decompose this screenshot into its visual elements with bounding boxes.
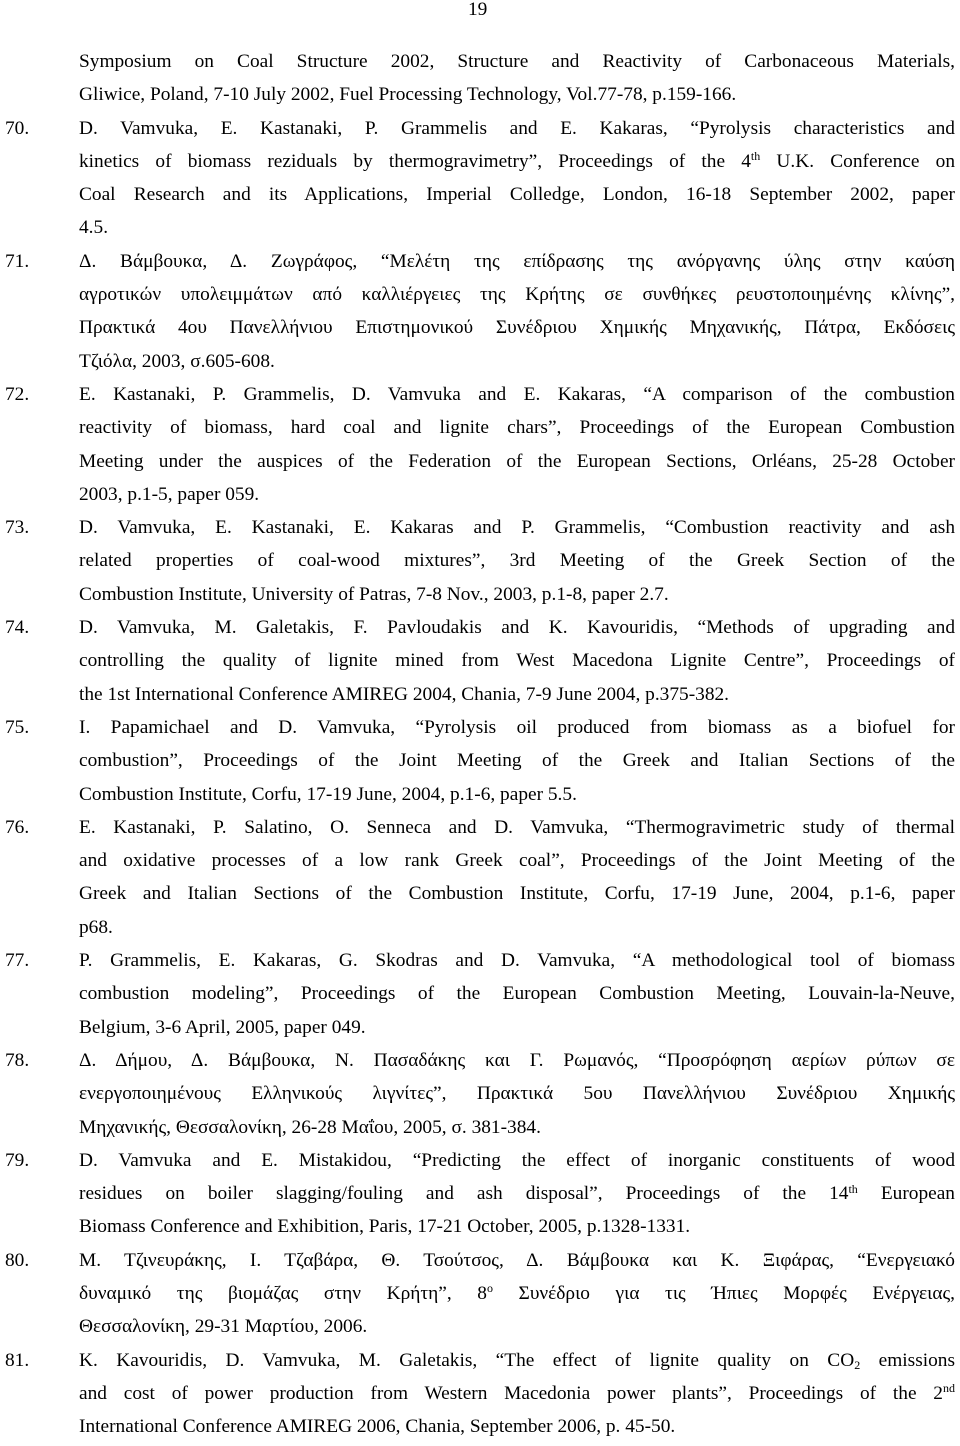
reference-line: Combustion Institute, University of Patras, 7-8 Nov., 2003, p.1-8, paper 2.7. — [79, 583, 669, 605]
reference-list — [0, 45, 960, 1443]
reference-70 — [0, 112, 960, 245]
text-segment: emissions — [860, 1349, 955, 1371]
reference-number: 76. — [5, 816, 30, 838]
reference-line: Τζιόλα, 2003, σ.605-608. — [79, 350, 275, 372]
page-number: 19 — [468, 0, 488, 20]
reference-line: p68. — [79, 916, 113, 938]
reference-line: Belgium, 3-6 April, 2005, paper 049. — [79, 1016, 366, 1038]
reference-line: Μηχανικής, Θεσσαλονίκη, 26-28 Μαΐου, 2005, σ. 381-384. — [79, 1116, 541, 1138]
reference-line: the 1st International Conference AMIREG 2004, Chania, 7-9 June 2004, p.375-382. — [79, 683, 730, 705]
text-segment: δυναμικό της βιομάζας στην Κρήτη”, 8 — [79, 1282, 487, 1304]
reference-80 — [0, 1244, 960, 1344]
reference-74 — [0, 611, 960, 711]
reference-line: 4.5. — [79, 217, 109, 239]
reference-78 — [0, 1044, 960, 1144]
reference-79 — [0, 1144, 960, 1244]
reference-number: 71. — [5, 250, 30, 272]
reference-line: controlling the quality of lignite mined from West Macedona Lignite Centre”, Proceedings of — [79, 650, 955, 672]
reference-number: 70. — [5, 117, 30, 139]
reference-number: 78. — [5, 1049, 30, 1071]
reference-line: Coal Research and its Applications, Imperial Colledge, London, 16-18 September 2002, paper — [79, 184, 955, 206]
reference-line: D. Vamvuka, E. Kastanaki, E. Kakaras and P. Grammelis, “Combustion reactivity and ash — [79, 517, 955, 539]
reference-71 — [0, 245, 960, 378]
reference-75 — [0, 711, 960, 811]
reference-line: E. Kastanaki, P. Grammelis, D. Vamvuka and E. Kakaras, “A comparison of the combustion — [79, 383, 955, 405]
text-segment: U.K. Conference on — [760, 150, 955, 172]
reference-77 — [0, 944, 960, 1044]
reference-line: Biomass Conference and Exhibition, Paris, 17-21 October, 2005, p.1328-1331. — [79, 1216, 691, 1238]
superscript-text: nd — [943, 1381, 955, 1396]
reference-number: 72. — [5, 383, 30, 405]
reference-line: Μ. Τζινευράκης, Ι. Τζαβάρα, Θ. Τσούτσος, Δ. Βάμβουκα και Κ. Ξιφάρας, “Ενεργειακό — [79, 1249, 955, 1271]
text-segment: European — [857, 1183, 955, 1205]
reference-line: International Conference AMIREG 2006, Chania, September 2006, p. 45-50. — [79, 1416, 676, 1438]
reference-number: 81. — [5, 1349, 30, 1371]
reference-line: Combustion Institute, Corfu, 17-19 June, 2004, p.1-6, paper 5.5. — [79, 783, 577, 805]
superscript-text: th — [848, 1181, 858, 1196]
reference-number: 75. — [5, 716, 30, 738]
reference-line: Θεσσαλονίκη, 29-31 Μαρτίου, 2006. — [79, 1316, 368, 1338]
reference-line: 2003, p.1-5, paper 059. — [79, 483, 260, 505]
reference-line: D. Vamvuka, E. Kastanaki, P. Grammelis and E. Kakaras, “Pyrolysis characteristics and — [79, 117, 955, 139]
text-segment: and cost of power production from Western Macedonia power plants”, Proceedings of the 2 — [79, 1382, 943, 1404]
text-segment: Συνέδριο για τις Ήπιες Μορφές Ενέργειας, — [492, 1282, 955, 1304]
reference-line: Greek and Italian Sections of the Combustion Institute, Corfu, 17-19 June, 2004, p.1-6, paper — [79, 883, 955, 905]
reference-line: D. Vamvuka, M. Galetakis, F. Pavloudakis and K. Kavouridis, “Methods of upgrading and — [79, 617, 955, 639]
reference-line — [79, 1277, 955, 1310]
reference-line: related properties of coal-wood mixtures”, 3rd Meeting of the Greek Section of the — [79, 550, 955, 572]
reference-line: reactivity of biomass, hard coal and lignite chars”, Proceedings of the European Combustion — [79, 417, 955, 439]
reference-line: and oxidative processes of a low rank Greek coal”, Proceedings of the Joint Meeting of the — [79, 850, 955, 872]
subscript-text: 2 — [854, 1357, 861, 1372]
reference-72 — [0, 378, 960, 511]
reference-line — [79, 1377, 955, 1410]
superscript-text: ο — [486, 1281, 493, 1296]
text-segment: K. Kavouridis, D. Vamvuka, M. Galetakis, “The effect of lignite quality on CO — [79, 1349, 855, 1371]
reference-76 — [0, 811, 960, 944]
reference-81 — [0, 1344, 960, 1444]
reference-line: P. Grammelis, E. Kakaras, G. Skodras and D. Vamvuka, “A methodological tool of biomass — [79, 950, 955, 972]
reference-line: Gliwice, Poland, 7-10 July 2002, Fuel Processing Technology, Vol.77-78, p.159-166. — [79, 84, 737, 106]
reference-line — [79, 1344, 955, 1377]
reference-line: Δ. Δήμου, Δ. Βάμβουκα, Ν. Πασαδάκης και Γ. Ρωμανός, “Προσρόφηση αερίων ρύπων σε — [79, 1049, 955, 1071]
reference-line: I. Papamichael and D. Vamvuka, “Pyrolysis oil produced from biomass as a biofuel for — [79, 716, 955, 738]
reference-line: combustion modeling”, Proceedings of the European Combustion Meeting, Louvain-la-Neuve, — [79, 983, 955, 1005]
reference-continuation — [0, 45, 960, 112]
reference-number: 73. — [5, 517, 30, 539]
reference-line: combustion”, Proceedings of the Joint Meeting of the Greek and Italian Sections of the — [79, 750, 955, 772]
reference-number: 79. — [5, 1149, 30, 1171]
reference-line — [79, 145, 955, 178]
reference-line: E. Kastanaki, P. Salatino, O. Senneca and D. Vamvuka, “Thermogravimetric study of thermal — [79, 816, 955, 838]
reference-line — [79, 1177, 955, 1210]
reference-73 — [0, 511, 960, 611]
text-segment: kinetics of biomass reziduals by thermogravimetry”, Proceedings of the 4 — [79, 150, 751, 172]
reference-number: 77. — [5, 950, 30, 972]
reference-line: Πρακτικά 4ου Πανελλήνιου Επιστημονικού Συνέδριου Χημικής Μηχανικής, Πάτρα, Εκδόσεις — [79, 317, 955, 339]
superscript-text: th — [750, 149, 761, 164]
reference-line: Meeting under the auspices of the Federation of the European Sections, Orléans, 25-28 October — [79, 450, 955, 472]
reference-line: ενεργοποιημένους Ελληνικούς λιγνίτες”, Πρακτικά 5ου Πανελλήνιου Συνέδριου Χημικής — [79, 1083, 955, 1105]
text-segment: residues on boiler slagging/fouling and ash disposal”, Proceedings of the 14 — [79, 1183, 849, 1205]
reference-number: 74. — [5, 617, 30, 639]
reference-line: D. Vamvuka and E. Mistakidou, “Predicting the effect of inorganic constituents of wood — [79, 1149, 955, 1171]
reference-number: 80. — [5, 1249, 30, 1271]
reference-line: Δ. Βάμβουκα, Δ. Ζωγράφος, “Μελέτη της επίδρασης της ανόργανης ύλης στην καύση — [79, 250, 955, 272]
reference-line: Symposium on Coal Structure 2002, Structure and Reactivity of Carbonaceous Materials, — [79, 51, 955, 72]
reference-line: αγροτικών υπολειμμάτων από καλλιέργειες της Κρήτης σε συνθήκες ρευστοποιημένης κλίνης”, — [79, 284, 955, 306]
